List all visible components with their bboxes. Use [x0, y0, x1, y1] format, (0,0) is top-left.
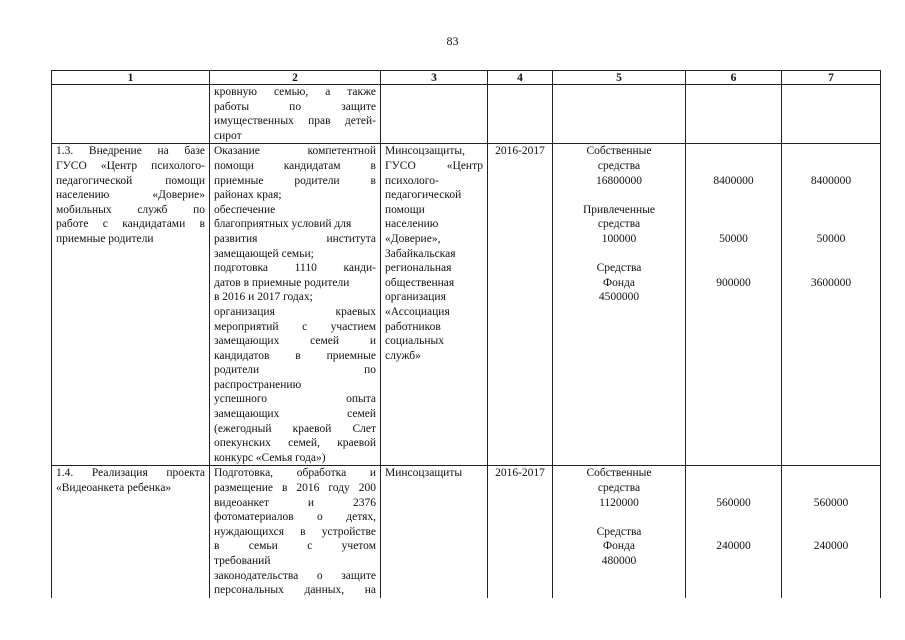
text-line: Подготовка, обработка и: [214, 467, 376, 480]
table-row-1-4: [52, 466, 881, 598]
cell-period-1-4: 2016-2017: [488, 466, 553, 598]
text-line: 16800000: [596, 174, 642, 187]
text-line: организация краевых: [214, 305, 376, 318]
spacer: [786, 159, 876, 174]
text-line: социальных: [385, 335, 444, 348]
text-line: 50000: [816, 232, 846, 245]
text-line: Фонда: [603, 540, 635, 553]
col-header-4: 4: [488, 71, 553, 85]
text-line: 560000: [716, 496, 751, 509]
cell-c5: [553, 85, 686, 144]
cell-funding-2016-1-4: [686, 466, 782, 598]
cell-c3: [381, 85, 488, 144]
text-line: региональная: [385, 262, 452, 275]
spacer: [690, 217, 777, 232]
text-line: приемные родители: [56, 232, 154, 245]
spacer: [690, 247, 777, 262]
text-line: опекунских семей, краевой: [214, 437, 376, 450]
text-line: педагогической: [385, 189, 462, 202]
text-line: обеспечение: [214, 203, 276, 216]
cell-funding-2016-1-3: [686, 144, 782, 466]
spacer: [786, 144, 876, 159]
text-line: 1.4. Реализация проекта: [56, 467, 205, 480]
text-line: кандидатов в приемные: [214, 349, 376, 362]
cell-period-1-3: 2016-2017: [488, 144, 553, 466]
text-line: 240000: [716, 540, 751, 553]
text-line: районах края;: [214, 189, 282, 202]
cell-funding-total-1-3: [553, 144, 686, 466]
text-line: 4500000: [598, 291, 640, 304]
col-header-3: 3: [381, 71, 488, 85]
text-line: «Доверие»,: [385, 232, 441, 245]
spacer: [786, 217, 876, 232]
text-line: 560000: [813, 496, 849, 509]
text-line: Собственные: [586, 145, 652, 158]
cell-funding-total-1-4: [553, 466, 686, 598]
text-line: имущественных прав детей-: [214, 115, 376, 128]
text-line: 1120000: [599, 496, 639, 509]
text-line: Привлеченные: [582, 203, 656, 216]
spacer: [786, 481, 876, 496]
cell-executor-1-3: [381, 144, 488, 466]
spacer: [690, 261, 777, 276]
text-line: средства: [597, 218, 641, 231]
text-line: Забайкальская: [385, 247, 456, 260]
text-line: персональных данных, на: [214, 584, 376, 597]
text-line: 3600000: [810, 276, 852, 289]
text-line: конкурс «Семья года»): [214, 451, 326, 464]
cell-measure-1-4: [52, 466, 210, 598]
text-line: замещающих семей: [214, 408, 376, 421]
text-line: Оказание компетентной: [214, 145, 376, 158]
text-line: 900000: [716, 276, 751, 289]
text-line: 8400000: [713, 174, 754, 187]
text-line: успешного опыта: [214, 393, 376, 406]
spacer: [786, 247, 876, 262]
text-line: помощи: [385, 203, 425, 216]
spacer: [786, 188, 876, 203]
spacer: [557, 188, 681, 203]
text-line: работе с кандидатами в: [56, 218, 205, 231]
text-line: ГУСО «Центр: [385, 159, 483, 172]
text-line: педагогической помощи: [56, 174, 205, 187]
text-line: в семьи с учетом: [214, 540, 376, 553]
header-row: [52, 71, 881, 85]
text-line: сирот: [214, 129, 242, 142]
cell-content-1-3: [210, 144, 381, 466]
spacer: [786, 525, 876, 540]
text-line: «Видеоанкета ребенка»: [56, 482, 172, 495]
spacer: [557, 247, 681, 262]
spacer: [690, 188, 777, 203]
text-line: 480000: [601, 555, 637, 567]
text-line: Средства: [596, 262, 642, 275]
cell-content-1-4: [210, 466, 381, 598]
text-line: 100000: [601, 232, 637, 245]
table-row-1-3: [52, 144, 881, 466]
cell-c6: [686, 85, 782, 144]
cell-c7: [782, 85, 881, 144]
text-line: распространению: [214, 378, 302, 391]
text-line: 8400000: [810, 174, 852, 187]
spacer: [786, 261, 876, 276]
spacer: [786, 510, 876, 525]
cell-c2: [210, 85, 381, 144]
col-header-5: 5: [553, 71, 686, 85]
text-line: Фонда: [603, 276, 635, 289]
text-line: работников: [385, 320, 441, 333]
col-header-1: 1: [52, 71, 210, 85]
text-line: датов в приемные родители: [214, 276, 350, 289]
text-line: служб»: [385, 349, 421, 362]
spacer: [690, 159, 777, 174]
text-line: Собственные: [586, 467, 652, 480]
spacer: [690, 466, 777, 481]
text-line: нуждающихся в устройстве: [214, 525, 376, 538]
text-line: требований: [214, 555, 271, 567]
spacer: [690, 144, 777, 159]
text-line: населению: [385, 218, 439, 231]
spacer: [557, 510, 681, 525]
cell-funding-2017-1-3: [782, 144, 881, 466]
col-header-6: 6: [686, 71, 782, 85]
cell-measure-1-3: [52, 144, 210, 466]
text-line: 1.3. Внедрение на базе: [56, 145, 205, 158]
text-line: 50000: [719, 232, 748, 245]
spacer: [690, 203, 777, 218]
text-line: психолого-: [385, 174, 439, 187]
spacer: [690, 510, 777, 525]
text-line: 240000: [813, 540, 849, 553]
table-row-continuation: [52, 85, 881, 144]
text-line: «Ассоциация: [385, 305, 450, 318]
text-line: видеоанкет и 2376: [214, 496, 376, 509]
text-line: Минсоцзащиты,: [385, 145, 465, 158]
text-line: размещение в 2016 году 200: [214, 482, 376, 495]
text-line: законодательства о защите: [214, 569, 376, 582]
page-number: 83: [446, 34, 459, 48]
text-line: мероприятий с участием: [214, 320, 376, 333]
text-line: (ежегодный краевой Слет: [214, 422, 376, 435]
spacer: [690, 525, 777, 540]
text-line: средства: [597, 159, 641, 172]
text-line: родители по: [214, 364, 376, 377]
text-line: общественная: [385, 276, 455, 289]
text-line: населению «Доверие»: [56, 189, 205, 202]
text-line: подготовка 1110 канди-: [214, 262, 376, 275]
program-table: [51, 70, 881, 598]
cell-executor-1-4: [381, 466, 488, 598]
text-line: организация: [385, 291, 446, 304]
text-line: развития института: [214, 232, 376, 245]
text-line: кровную семью, а также: [214, 86, 376, 98]
col-header-2: 2: [210, 71, 381, 85]
cell-funding-2017-1-4: [782, 466, 881, 598]
cell-c4: [488, 85, 553, 144]
cell-c1: [52, 85, 210, 144]
text-line: работы по защите: [214, 100, 376, 113]
text-line: в 2016 и 2017 годах;: [214, 291, 313, 304]
text-line: мобильных служб по: [56, 203, 205, 216]
text-line: благоприятных условий для: [214, 218, 352, 231]
text-line: Средства: [596, 525, 642, 538]
spacer: [786, 466, 876, 481]
spacer: [690, 481, 777, 496]
text-line: средства: [597, 482, 641, 495]
text-line: фотоматериалов о детях,: [214, 511, 376, 524]
text-line: замещающей семьи;: [214, 247, 314, 260]
text-line: помощи кандидатам в: [214, 159, 376, 172]
text-line: замещающих семей и: [214, 335, 376, 348]
text-line: приемные родители в: [214, 174, 376, 187]
text-line: ГУСО «Центр психолого-: [56, 159, 205, 172]
text-line: Минсоцзащиты: [385, 467, 463, 480]
spacer: [786, 203, 876, 218]
col-header-7: 7: [782, 71, 881, 85]
